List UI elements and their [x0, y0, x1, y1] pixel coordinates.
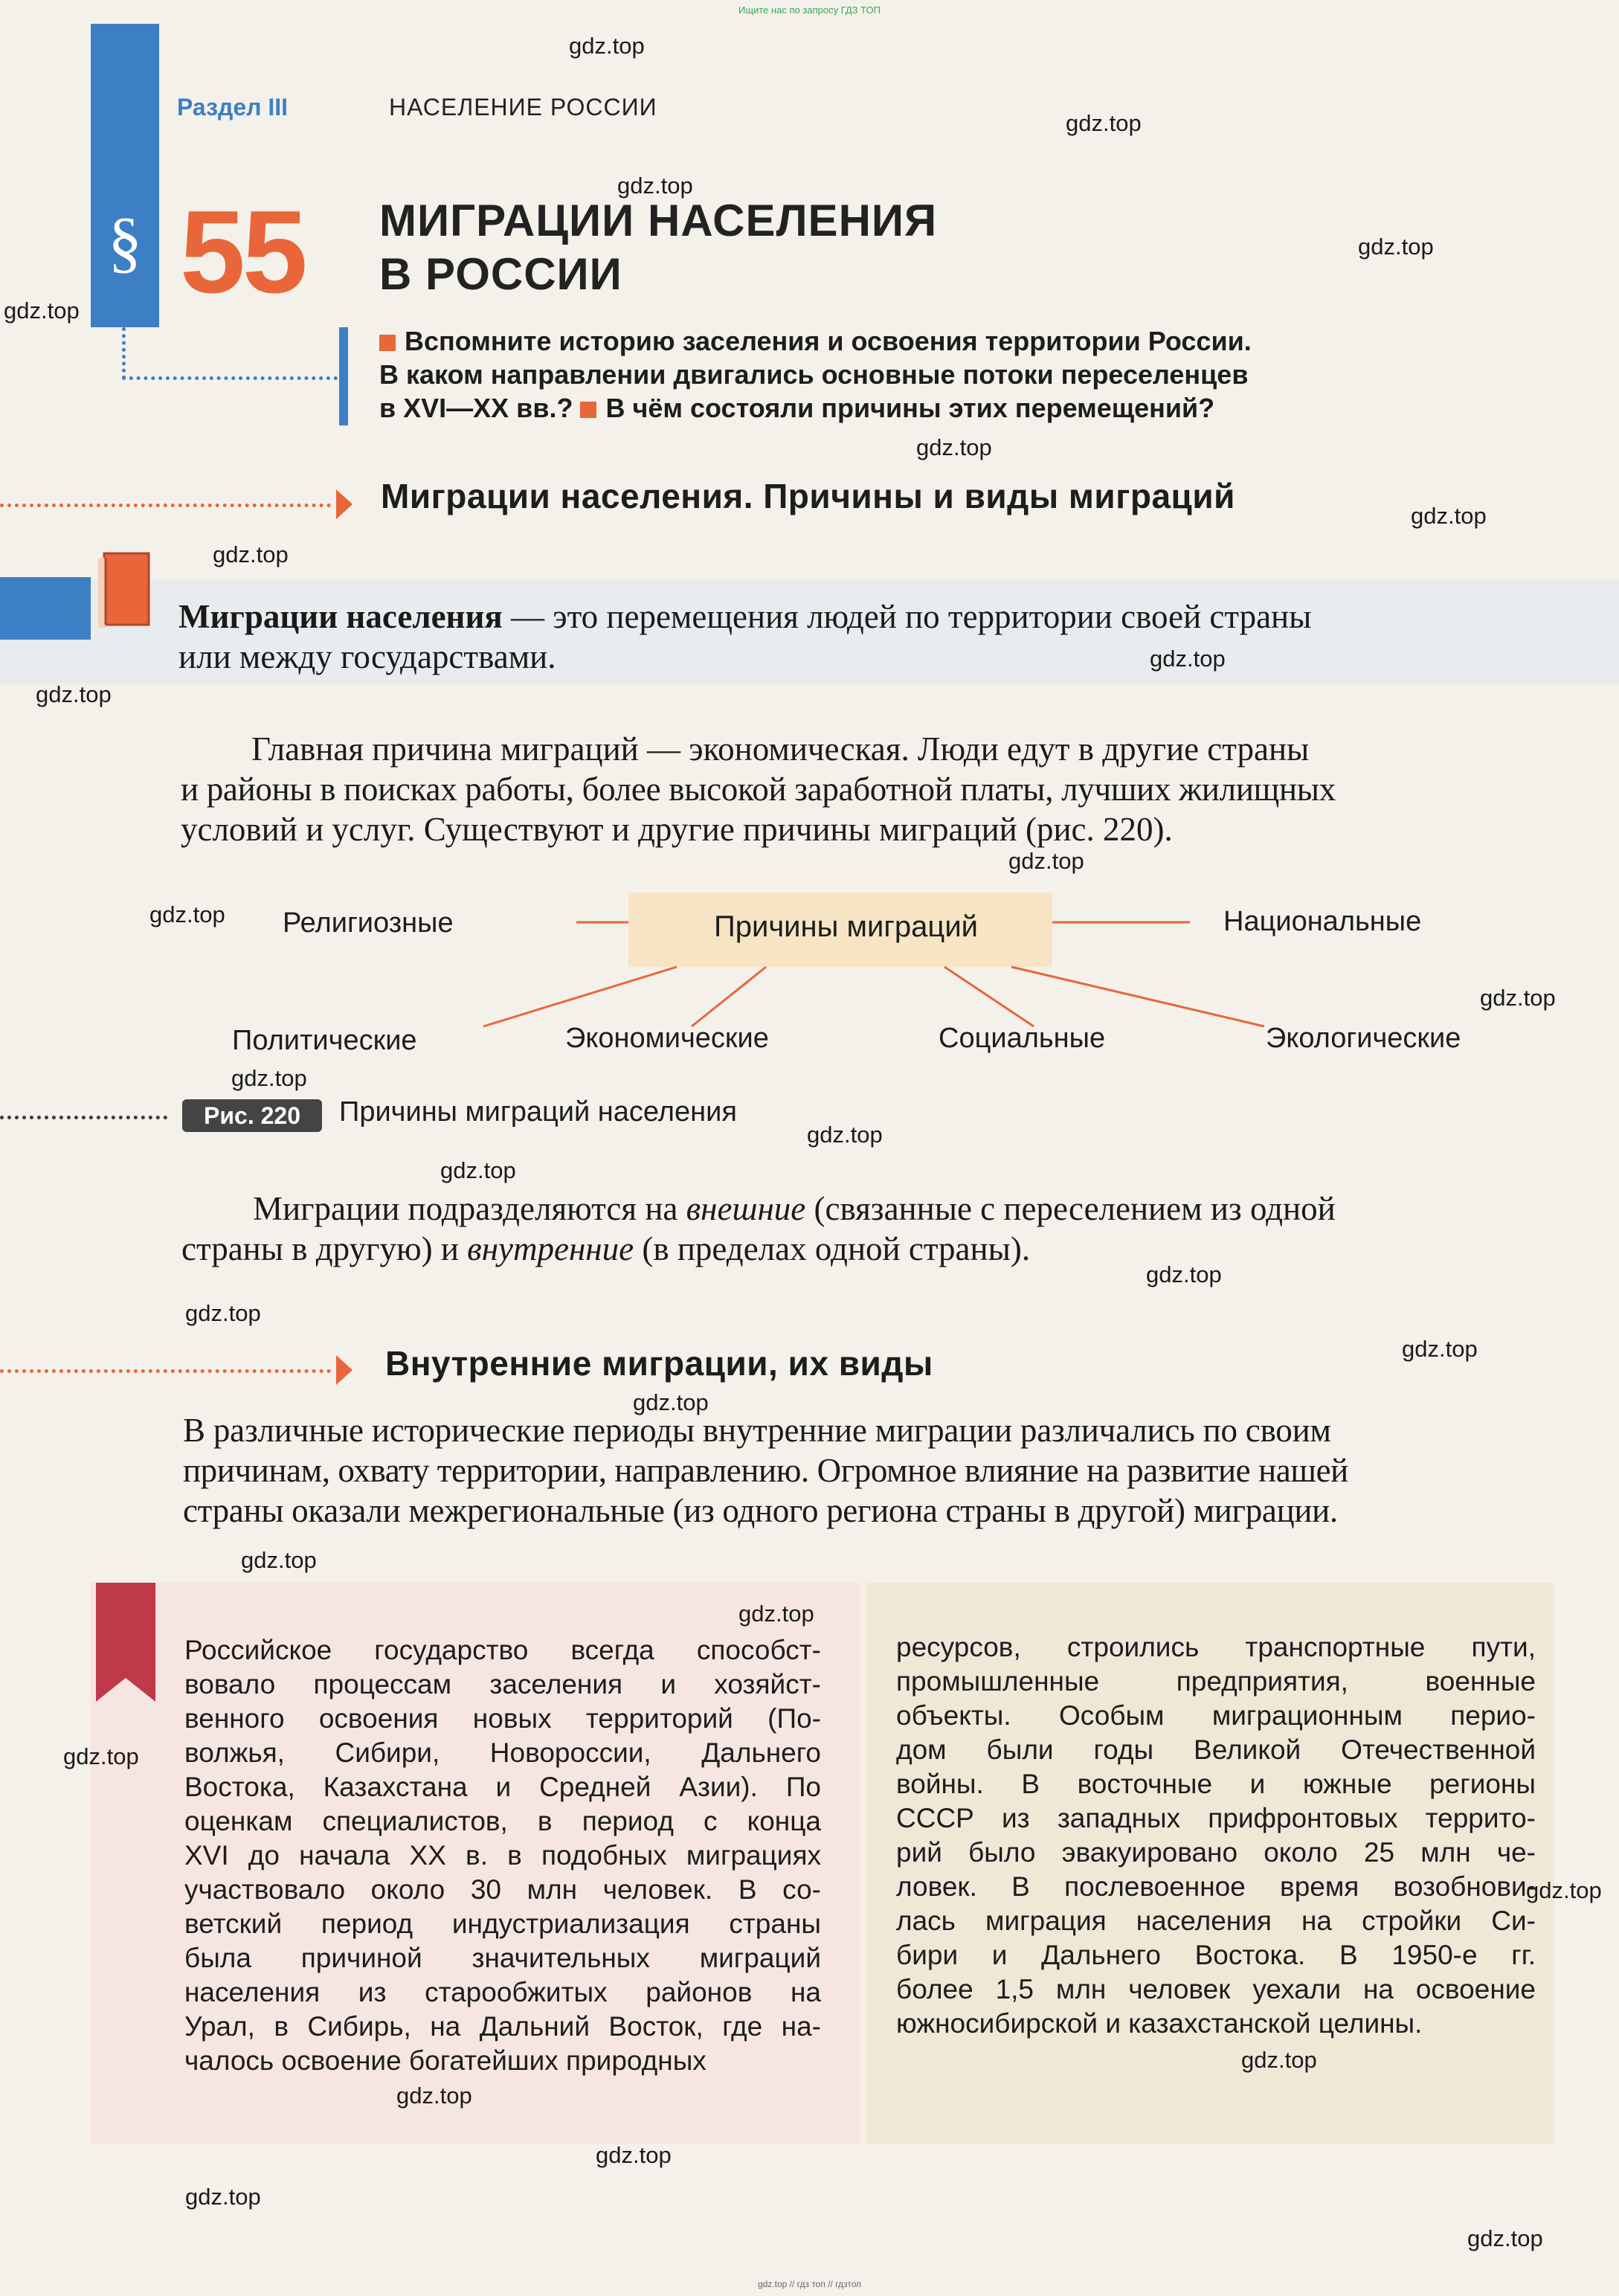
paragraph-line: условий и услуг. Существуют и другие причины миграций (рис. 220). — [181, 811, 1173, 848]
watermark: gdz.top — [149, 901, 225, 927]
term-external: внешние — [686, 1190, 806, 1227]
watermark: gdz.top — [1480, 985, 1556, 1011]
heading-arrow-icon — [336, 489, 353, 519]
text-run: страны в другую) и — [181, 1230, 468, 1267]
diagram-center-label: Причины миграций — [714, 910, 978, 943]
text-run: (связанные с переселением из одной — [805, 1190, 1336, 1227]
reading-line: рий было эвакуировано около 25 млн че- — [896, 1837, 1536, 1868]
watermark: gdz.top — [1411, 503, 1487, 529]
lesson-title-line2: В РОССИИ — [379, 249, 622, 299]
intro-text: В чём состояли причины этих перемещений? — [605, 393, 1215, 423]
watermark: gdz.top — [1146, 1261, 1222, 1287]
reading-line: промышленные предприятия, военные — [896, 1666, 1536, 1697]
intro-text: в XVI—XX вв.? — [379, 393, 573, 423]
definition-band — [0, 577, 91, 640]
reading-line: населения из старообжитых районов на — [184, 1977, 821, 2007]
figure-caption: Причины миграций населения — [339, 1096, 737, 1128]
watermark: gdz.top — [1241, 2047, 1317, 2073]
watermark: gdz.top — [4, 298, 80, 324]
watermark: gdz.top — [1358, 234, 1434, 260]
intro-question-line3 — [379, 393, 1214, 424]
watermark: gdz.top — [36, 681, 112, 707]
text-run: (в пределах одной страны). — [634, 1230, 1031, 1267]
reading-line: дом были годы Великой Отечественной — [896, 1734, 1536, 1765]
bottom-note: gdz.top // гдз топ // гдзтоп — [757, 2279, 862, 2289]
bookmark-icon — [96, 1583, 155, 1702]
watermark: gdz.top — [396, 2083, 472, 2109]
diagram-item-religious: Религиозные — [283, 907, 454, 939]
dotted-connector — [122, 376, 338, 380]
reading-line: венного освоения новых территорий (По- — [184, 1703, 821, 1734]
watermark: gdz.top — [213, 541, 289, 567]
intro-accent-bar — [339, 327, 348, 425]
reading-line: СССР из западных прифронтовых террито- — [896, 1803, 1536, 1833]
reading-line: Востока, Казахстана и Средней Азии). По — [184, 1772, 821, 1802]
reading-line: ловек. В послевоенное время возобнови- — [896, 1871, 1536, 1902]
reading-line: волжья, Сибири, Новороссии, Дальнего — [184, 1737, 821, 1768]
reading-line: оценкам специалистов, в период с конца — [184, 1806, 821, 1836]
diagram-connectors — [0, 878, 1619, 1041]
reading-line: Российское государство всегда способст- — [184, 1635, 821, 1665]
diagram-item-ecological: Экологические — [1266, 1023, 1461, 1054]
intro-question-line1 — [379, 326, 1252, 357]
figure-dots — [0, 1116, 167, 1119]
watermark: gdz.top — [1402, 1336, 1478, 1362]
reading-line: более 1,5 млн человек уехали на освоение — [896, 1974, 1536, 2004]
lesson-title-line1: МИГРАЦИИ НАСЕЛЕНИЯ — [379, 196, 938, 245]
dotted-connector — [122, 327, 126, 379]
watermark: gdz.top — [231, 1065, 307, 1091]
watermark: gdz.top — [185, 1300, 261, 1326]
text-run: Миграции подразделяются на — [253, 1190, 686, 1227]
lesson-number: 55 — [180, 187, 305, 318]
paragraph-line: В различные исторические периоды внутренние миграции различались по своим — [183, 1412, 1331, 1449]
watermark: gdz.top — [1066, 110, 1142, 136]
reading-left-column — [184, 1633, 821, 2078]
diagram-item-national: Национальные — [1223, 906, 1422, 937]
reading-line: южносибирской и казахстанской целины. — [896, 2008, 1423, 2039]
paragraph-sign-icon: § — [108, 204, 142, 280]
watermark: gdz.top — [241, 1547, 317, 1573]
heading-migrations: Миграции населения. Причины и виды миграций — [381, 477, 1235, 515]
square-bullet-icon — [379, 335, 396, 351]
heading-internal-migrations: Внутренние миграции, их виды — [385, 1344, 933, 1383]
definition-text: — это перемещения людей по территории своей страны — [502, 598, 1312, 635]
term-internal: внутренние — [467, 1230, 634, 1267]
reading-line: участвовало около 30 млн человек. В со- — [184, 1874, 821, 1905]
top-note: Ищите нас по запросу ГДЗ ТОП — [738, 4, 881, 16]
paragraph-line: Главная причина миграций — экономическая. Люди едут в другие страны — [251, 730, 1310, 768]
reading-line: Урал, в Сибирь, на Дальний Восток, где на- — [184, 2011, 821, 2042]
reading-line: чалось освоение богатейших природных — [184, 2045, 706, 2076]
book-icon — [94, 550, 155, 631]
reading-line: лась миграция населения на стройки Си- — [896, 1906, 1536, 1936]
section-name: НАСЕЛЕНИЕ РОССИИ — [389, 94, 657, 120]
watermark: gdz.top — [1150, 646, 1226, 672]
paragraph-line — [253, 1189, 1336, 1229]
reading-line: вовало процессам заселения и хозяйст- — [184, 1669, 821, 1700]
watermark: gdz.top — [569, 33, 645, 59]
section-label: Раздел III — [177, 94, 289, 120]
reading-line: объекты. Особым миграционным перио- — [896, 1700, 1536, 1731]
watermark: gdz.top — [1526, 1877, 1602, 1903]
watermark: gdz.top — [1008, 848, 1084, 874]
heading-arrow-icon — [336, 1355, 353, 1385]
watermark: gdz.top — [63, 1743, 139, 1769]
watermark: gdz.top — [807, 1122, 883, 1148]
watermark: gdz.top — [738, 1601, 814, 1627]
paragraph-line: причинам, охвату территории, направлению. Огромное влияние на развитие нашей — [183, 1452, 1348, 1489]
paragraph-line — [181, 1229, 1030, 1269]
reading-line: войны. В восточные и южные регионы — [896, 1769, 1536, 1799]
reading-line: бири и Дальнего Востока. В 1950-е гг. — [896, 1940, 1536, 1970]
intro-text: Вспомните историю заселения и освоения территории России. — [405, 326, 1252, 356]
intro-question-line2: В каком направлении двигались основные потоки переселенцев — [379, 359, 1249, 390]
heading-dots — [0, 504, 331, 507]
reading-line: ресурсов, строились транспортные пути, — [896, 1632, 1536, 1662]
diagram-item-economic: Экономические — [565, 1023, 769, 1054]
watermark: gdz.top — [633, 1389, 709, 1415]
reading-line: ветский период индустриализация страны — [184, 1908, 821, 1939]
watermark: gdz.top — [185, 2184, 261, 2210]
diagram-item-social: Социальные — [939, 1023, 1106, 1054]
heading-dots — [0, 1369, 331, 1373]
reading-line: XVI до начала XX в. в подобных миграциях — [184, 1840, 821, 1871]
watermark: gdz.top — [916, 434, 992, 460]
paragraph-line: страны оказали межрегиональные (из одного региона страны в другой) миграции. — [183, 1492, 1338, 1529]
paragraph-line: и районы в поисках работы, более высокой заработной платы, лучших жилищных — [181, 771, 1336, 808]
square-bullet-icon — [580, 402, 596, 418]
reading-line: была причиной значительных миграций — [184, 1943, 821, 1973]
watermark: gdz.top — [1467, 2225, 1543, 2251]
watermark: gdz.top — [596, 2142, 672, 2168]
definition-line1 — [178, 596, 1311, 637]
watermark: gdz.top — [440, 1157, 516, 1183]
diagram-item-political: Политические — [232, 1025, 417, 1056]
watermark: gdz.top — [617, 173, 693, 199]
definition-term: Миграции населения — [178, 598, 503, 635]
definition-line2: или между государствами. — [178, 638, 556, 675]
figure-label: Рис. 220 — [182, 1099, 322, 1132]
reading-right-column — [896, 1630, 1536, 2041]
